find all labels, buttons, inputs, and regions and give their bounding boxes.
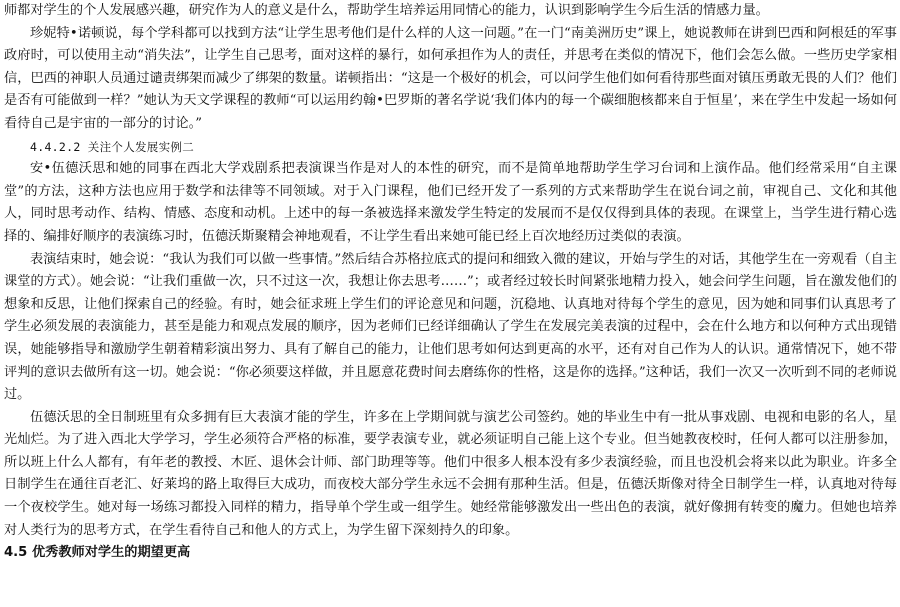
paragraph-norton: 珍妮特•诺顿说，每个学科都可以找到方法“让学生思考他们是什么样的人这一问题。”在一门“南美洲历史”课上，她说教师在讲到巴西和阿根廷的军事政府时，可以使用主动“消失法”，让学生自己思考，面对这样的暴行，如何承担作为人的责任，并思考在类似的情况下，他们会怎么做。一些历史学家相信，巴西的神职人员通过谴责绑架而减少了绑架的数量。诺顿指出：“这是一个极好的机会，可以问学生他们如何看待那些面对镇压勇敢无畏的人们？他们是否有可能做到一样？”她认为天文学课程的教师“可以运用约翰•巴罗斯的著名学说‘我们体内的每一个碳细胞核都来自于恒星’，来在学生中发起一场如何看待自己是宇宙的一部分的讨论。” (4, 25, 897, 131)
paragraph-woodworth-dialogue: 表演结束时，她会说：“我认为我们可以做一些事情。”然后结合苏格拉底式的提问和细致入微的建议，开始与学生的对话，其他学生在一旁观看（自主课堂的方式）。她会说：“让我们重做一次，只不过这一次，我想让你去思考……”；或者经过较长时间紧张地精力投入，她会问学生问题，旨在激发他们的想象和反思，让他们探索自己的经验。有时，她会征求班上学生们的评论意见和问题，沉稳地、认真地对待每个学生的意见，因为她和同事们认真思考了学生必须发展的表演能力，甚至是能力和观点发展的顺序，因为老师们已经详细确认了学生在发展完美表演的过程中，会在什么地方和以何种方式出现错误，她能够指导和激励学生朝着精彩演出努力、具有了解自己的能力，让他们思考如何达到更高的水平，还有对自己作为人的认识。通常情况下，她不带评判的意识去做所有这一切。她会说：“你必须要这样做，并且愿意花费时间去磨练你的性格，这是你的选择。”这种话，我们一次又一次听到不同的老师说过。 (4, 251, 897, 403)
section-heading: 4.5 优秀教师对学生的期望更高 (4, 545, 191, 561)
paragraph-continued: 师都对学生的个人发展感兴趣，研究作为人的意义是什么，帮助学生培养运用同情心的能力，认识到影响学生今后生活的情感力量。 (4, 3, 769, 18)
paragraph-woodworth-intro: 安•伍德沃思和她的同事在西北大学戏剧系把表演课当作是对人的本性的研究，而不是简单地帮助学生学习台词和上演作品。他们经常采用“自主课堂”的方法，这种方法也应用于数学和法律等不同领域。对于入门课程，他们已经开发了一系列的方式来帮助学生在说台词之前，审视自己、文化和其他人，同时思考动作、结构、情感、态度和动机。上述中的每一条被选择来激发学生特定的发展而不是仅仅得到具体的表现。在课堂上，当学生进行精心选择的、编排好顺序的表演练习时，伍德沃斯聚精会神地观看，不让学生看出来她可能已经上百次地经历过类似的表演。 (4, 161, 897, 244)
section-subheading: 4.4.2.2 关注个人发展实例二 (30, 139, 194, 154)
document-page (4, 0, 897, 607)
paragraph-woodworth-night-class: 伍德沃思的全日制班里有众多拥有巨大表演才能的学生，许多在上学期间就与演艺公司签约。她的毕业生中有一批从事戏剧、电视和电影的名人，星光灿烂。为了进入西北大学学习，学生必须符合严格的标准，要学表演专业，就必须证明自己能上这个专业。但当她教夜校时，任何人都可以注册参加，所以班上什么人都有，有年老的教授、木匠、退休会计师、部门助理等等。他们中很多人根本没有多少表演经验，而且也没机会将来以此为职业。许多全日制学生在通往百老汇、好莱坞的路上取得巨大成功，而夜校大部分学生永远不会拥有那种生活。但是，伍德沃斯像对待全日制学生一样，认真地对待每一个夜校学生。她对每一场练习都投入同样的精力，指导单个学生或一组学生。她经常能够激发出一些出色的表演，就好像拥有转变的魔力。但她也培养对人类行为的思考方式，在学生看待自己和他人的方式上，为学生留下深刻持久的印象。 (4, 409, 897, 538)
